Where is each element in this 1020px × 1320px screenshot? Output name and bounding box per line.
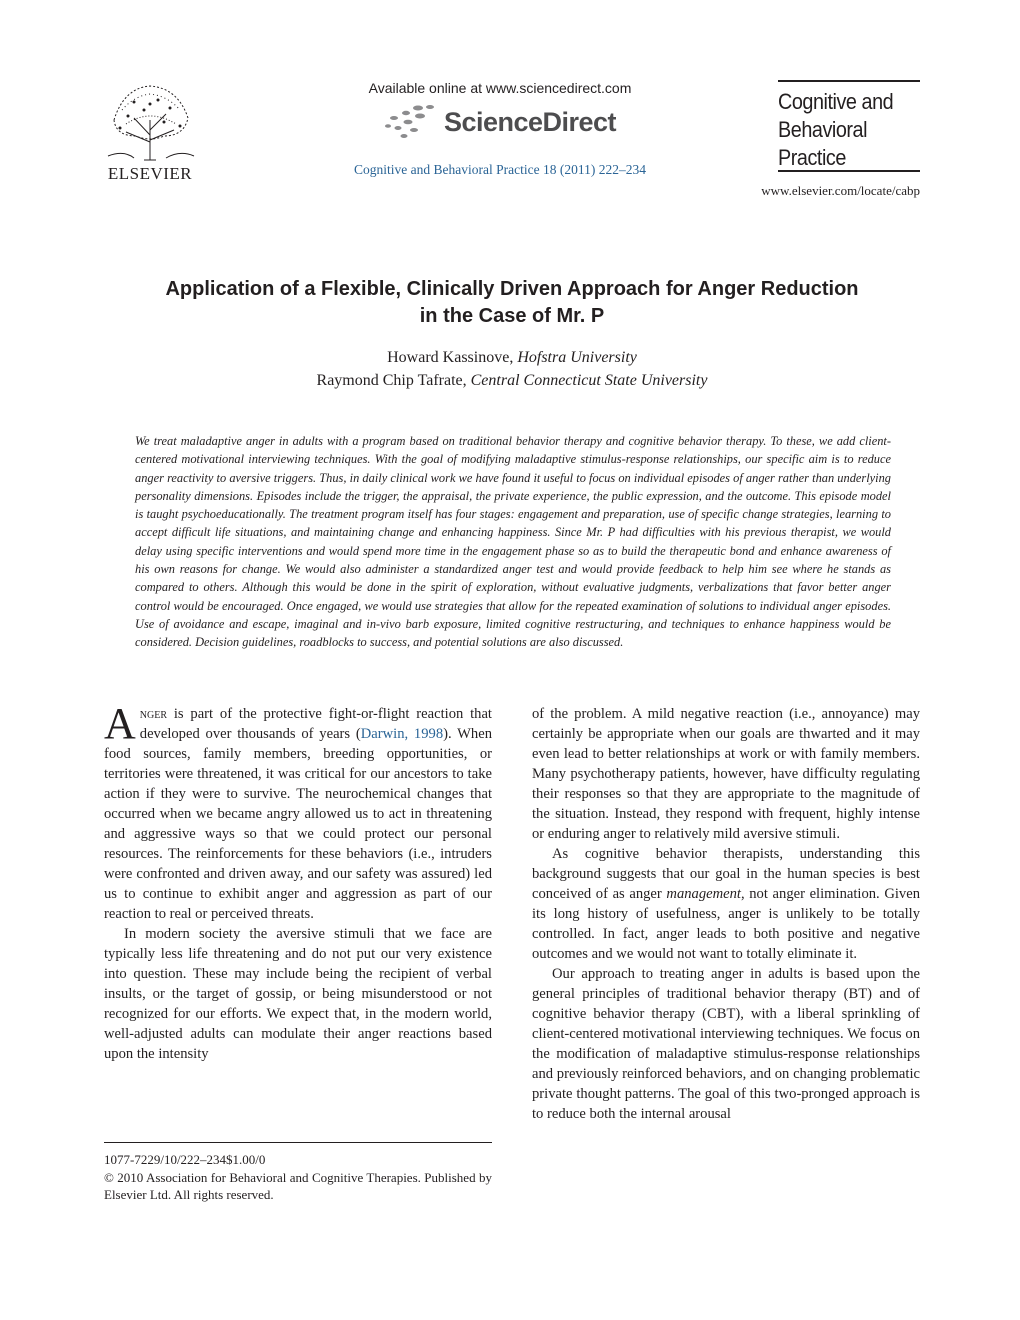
body-paragraph: of the problem. A mild negative reaction (i.e., annoyance) may certainly be appropriate when our goals are thwarted and it may even lead to better relationships at work or with family members. Many psychotherapy patients, however, have difficulty regulating their responses so that they are appropriate to the magnitude of the situation. Instead, they respond with frequent, highly intense or enduring anger to relatively mild aversive stimuli. (532, 706, 920, 842)
sciencedirect-wordmark: ScienceDirect (443, 106, 617, 137)
drop-cap: A (104, 699, 136, 748)
sciencedirect-logo[interactable] (330, 104, 670, 140)
body-column-left (104, 699, 492, 1064)
author-affiliation: Central Connecticut State University (470, 372, 708, 389)
author-affiliation: Hofstra University (517, 349, 637, 366)
abstract: We treat maladaptive anger in adults with a program based on traditional behavior therapy and cognitive behavior therapy. To these, we add client-centered motivational interviewing techniques. With the goal of modifying maladaptive stimulus-response relationships, our specific aim is to reduce anger reactivity to aversive triggers. Thus, in daily clinical work we have found it useful to focus on individual episodes of anger rather than underlying personality dimensions. Episodes include the trigger, the appraisal, the private experience, the public expression, and the outcome. This episode model is taught psychoeducationally. The treatment program itself has four stages: engagement and preparation, use of specific change strategies, learning to accept difficult life situations, and maintaining change and enhancing happiness. Since Mr. P had difficulties with his previous therapist, we would delay using specific interventions and would spend more time in the engagement phase so as to build the therapeutic bond and enhance awareness of his own reasons for change. We would also administer a standardized anger test and would provide feedback to help him see where he stands as compared to others. Although this would be done in the spirit of exploration, without evaluative judgments, verbalizations that favor better anger control would be encouraged. Once engaged, we would use strategies that allow for the repeated examination of solutions to individual anger episodes. Use of avoidance and escape, imaginal and in-vivo barb exposure, limited cognitive restructuring, and techniques to enhance happiness would be considered. Decision guidelines, roadblocks to success, and potential solutions are also discussed. (135, 434, 891, 650)
body-paragraph: In modern society the aversive stimuli that we face are typically less life threatening and do not put our very existence into question. These may include being the recipient of verbal insults, or the target of gossip, or being misunderstood or not recognized for our efforts. We expect that, in the modern world, well-adjusted adults can modulate their anger reactions based upon the intensity (104, 926, 492, 1062)
header-center (330, 80, 670, 178)
title-line: in the Case of Mr. P (419, 305, 605, 327)
footnote-divider (104, 1142, 492, 1143)
paragraph-text: As cognitive behavior therapists, understanding this background suggests that our goal in the human species is best conceived of as anger (532, 846, 920, 902)
author-name: Howard Kassinove, (387, 349, 514, 366)
issn-code: 1077-7229/10/222–234$1.00/0 (104, 1152, 266, 1167)
journal-name-line: Practice (778, 145, 846, 170)
body-paragraph (532, 844, 920, 964)
journal-url[interactable]: www.elsevier.com/locate/cabp (761, 183, 920, 198)
paragraph-text: is part of the protective fight-or-flight reaction that developed over thousands of years ( (139, 706, 492, 742)
author-list (104, 346, 920, 392)
body-column-right (532, 704, 920, 1124)
journal-logo (778, 80, 920, 172)
journal-name-line: Behavioral (778, 117, 868, 142)
emphasis-word: management (666, 886, 741, 902)
paragraph-text: , not anger elimination. Given its long history of usefulness, anger is unlikely to be totally controlled. In fact, anger leads to both positive and negative outcomes and we would not want to totally eliminate it. (532, 886, 920, 962)
elsevier-logo (104, 80, 196, 184)
author-line (104, 346, 920, 369)
small-caps-word: nger (139, 706, 168, 722)
sciencedirect-dots-icon (384, 104, 436, 140)
publisher-name: ELSEVIER (107, 164, 193, 183)
body-paragraph (104, 699, 492, 924)
article-title (104, 276, 920, 330)
elsevier-tree-icon (104, 80, 196, 162)
author-line (104, 369, 920, 392)
journal-name-line: Cognitive and (778, 89, 894, 114)
citation-link[interactable]: Darwin, 1998 (360, 726, 444, 742)
body-paragraph: Our approach to treating anger in adults is based upon the general principles of traditional behavior therapy (BT) and of cognitive behavior therapy (CBT), with a liberal sprinkling of client-centered motivational interviewing techniques. We focus on the modification of maladaptive stimulus-response relationships and previously reinforced behaviors, and on changing problematic private thought patterns. The goal of this two-pronged approach is to reduce both the internal arousal (532, 966, 920, 1122)
title-line: Application of a Flexible, Clinically Driven Approach for Anger Reduction (165, 278, 859, 300)
journal-citation[interactable]: Cognitive and Behavioral Practice 18 (2011) 222–234 (354, 162, 646, 177)
copyright-notice: © 2010 Association for Behavioral and Cognitive Therapies. Published by Elsevier Ltd. All rights reserved. (104, 1169, 492, 1202)
paragraph-text: ). When food sources, family members, breeding opportunities, or territories were threatened, it was critical for our ancestors to take action if they were to survive. The neurochemical changes that occurred when we became angry allowed us to act in threatening and aggressive ways so that we could protect our personal resources. The reinforcements for these behaviors (i.e., intruders were confronted and driven away, and our safety was assured) led us to continue to exhibit anger and aggression as part of our reaction to real or perceived threats. (104, 726, 492, 922)
available-online[interactable]: Available online at www.sciencedirect.com (368, 80, 632, 96)
author-name: Raymond Chip Tafrate, (316, 372, 467, 389)
footnote (104, 1151, 492, 1204)
